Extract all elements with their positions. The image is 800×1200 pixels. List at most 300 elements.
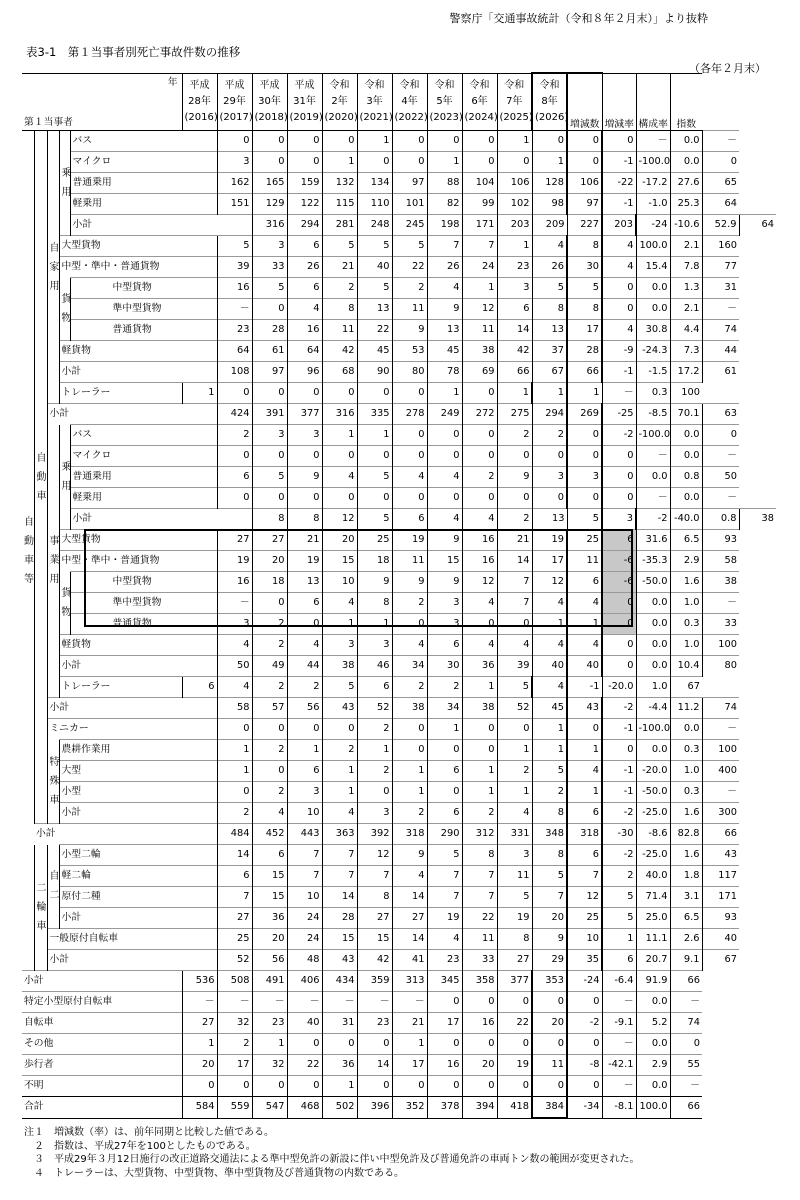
year-header-line: 3年	[366, 95, 383, 107]
row-label	[59, 677, 182, 698]
cell-value: 5	[252, 467, 287, 488]
cell-value: 27	[497, 950, 532, 971]
cell-value: 11	[532, 1055, 567, 1076]
row-label-text: その他	[24, 1038, 54, 1050]
cell-value: 0	[497, 1034, 532, 1055]
row-label-text: 小型	[61, 786, 82, 798]
cell-value: 52	[357, 698, 392, 719]
table-row	[22, 635, 776, 656]
cell-value: 25	[217, 929, 252, 950]
cell-value: 2	[392, 803, 427, 824]
cell-value: 0	[392, 719, 427, 740]
cell-value: 40	[532, 656, 567, 677]
row-label	[34, 824, 217, 845]
cell-value: 198	[427, 215, 462, 236]
row-label-text: トレーラー	[61, 681, 111, 693]
year-header	[357, 73, 392, 131]
cell-value: 50	[702, 467, 739, 488]
cell-value: 17	[567, 320, 602, 341]
table-row	[22, 845, 776, 866]
cell-value: 2.1	[670, 299, 702, 320]
row-label-text: 歩行者	[24, 1059, 54, 1071]
row-label-text: 特定小型原付自転車	[24, 996, 113, 1008]
cell-value: 46	[357, 656, 392, 677]
cell-value: 1	[567, 740, 602, 761]
year-header-line: 2年	[331, 95, 348, 107]
cell-value: 1	[322, 152, 357, 173]
cell-value: 1.3	[670, 278, 702, 299]
cell-value: 0	[462, 131, 497, 152]
cell-value: 45	[427, 341, 462, 362]
cell-value: 44	[287, 656, 322, 677]
cell-value: 26	[427, 257, 462, 278]
cell-value: 452	[252, 824, 287, 845]
cell-value: 40.0	[636, 866, 670, 887]
cell-value: 313	[392, 971, 427, 992]
cell-value: 45	[357, 341, 392, 362]
cell-value: 0.8	[702, 509, 739, 530]
cell-value: 2	[217, 1034, 252, 1055]
cell-value: 74	[702, 698, 739, 719]
cell-value: 12	[322, 509, 357, 530]
cell-value: 2.1	[670, 236, 702, 257]
cell-value: 0	[427, 782, 462, 803]
cell-value: 0	[602, 299, 636, 320]
cell-value: -2	[602, 803, 636, 824]
cell-value: 5	[532, 278, 567, 299]
cell-value: -9	[602, 341, 636, 362]
cell-value: 9	[357, 572, 392, 593]
year-header-line: (2018)	[254, 111, 288, 123]
cell-value: 0.3	[670, 614, 702, 635]
row-label-text: 農耕作業用	[61, 744, 111, 756]
cell-value: 0	[462, 992, 497, 1013]
cell-value: 434	[322, 971, 357, 992]
cell-value: 40	[287, 1013, 322, 1034]
year-header-line: 平成	[259, 79, 280, 91]
corner-bottom: 第１当事者	[24, 117, 73, 129]
cell-value: -1.5	[636, 362, 670, 383]
cell-value: 8	[567, 236, 602, 257]
cell-value: 15	[322, 551, 357, 572]
row-label-text: 軽貨物	[61, 639, 91, 651]
cell-value: 2	[217, 803, 252, 824]
source-note: 警察庁「交通事故統計（令和８年２月末）」より抜粋	[449, 12, 708, 25]
cell-value: 4	[427, 278, 462, 299]
cell-value: 3	[217, 152, 252, 173]
table-row	[22, 677, 776, 698]
table-row	[22, 341, 776, 362]
cell-value: 359	[357, 971, 392, 992]
cell-value: 52	[497, 698, 532, 719]
cell-value: -20.0	[602, 677, 636, 698]
cell-value: -22	[602, 173, 636, 194]
cell-value: 38	[739, 509, 776, 530]
cell-value: 468	[287, 1097, 322, 1119]
cell-value: 1	[567, 383, 602, 404]
cell-value: 0	[427, 992, 462, 1013]
cell-value: 100	[670, 383, 702, 404]
cell-value: 0	[357, 383, 392, 404]
cell-value: －	[182, 992, 217, 1013]
cell-value: 27	[357, 908, 392, 929]
cell-value: 0.0	[670, 425, 702, 446]
cell-value: 443	[287, 824, 322, 845]
cell-value: 0	[287, 1034, 322, 1055]
cell-value: 508	[217, 971, 252, 992]
cell-value: 12	[567, 887, 602, 908]
cell-value: 66	[567, 362, 602, 383]
cell-value: 1	[462, 677, 497, 698]
cell-value: 6	[567, 803, 602, 824]
year-header	[497, 73, 532, 131]
row-label-text: 普通乗用	[72, 177, 112, 189]
cell-value: 0	[497, 719, 532, 740]
extra-header: 構成率	[636, 73, 670, 131]
year-header-line: 令和	[434, 79, 455, 91]
row-label-text: 小計	[24, 975, 44, 987]
cell-value: －	[702, 488, 739, 509]
table-row	[22, 656, 776, 677]
cell-value: 300	[702, 803, 739, 824]
cell-value: -2	[636, 509, 670, 530]
row-label	[47, 404, 217, 425]
year-header-line: 平成	[224, 79, 245, 91]
cell-value: 1	[497, 383, 532, 404]
cell-value: 15.4	[636, 257, 670, 278]
row-label	[70, 131, 217, 152]
cell-value: 0	[252, 152, 287, 173]
cell-value: 35	[567, 950, 602, 971]
year-header-line: 令和	[364, 79, 385, 91]
row-label	[59, 803, 217, 824]
cell-value: 11	[392, 551, 427, 572]
cell-value: 0	[217, 719, 252, 740]
cell-value: -2	[567, 1013, 602, 1034]
row-label	[59, 341, 217, 362]
cell-value: 3	[532, 467, 567, 488]
cell-value: 0	[497, 446, 532, 467]
cell-value: 0	[670, 1034, 702, 1055]
year-header-line: (2021)	[359, 111, 393, 123]
table-row	[22, 824, 776, 845]
cell-value: 30	[567, 257, 602, 278]
row-label-text: 準中型貨物	[112, 303, 162, 315]
cell-value: 1	[532, 152, 567, 173]
cell-value: 1	[567, 782, 602, 803]
cell-value: 0	[602, 740, 636, 761]
cell-value: 19	[497, 908, 532, 929]
cell-value: 82.8	[670, 824, 702, 845]
cell-value: －	[702, 782, 739, 803]
cell-value: 6	[287, 236, 322, 257]
cell-value: 11.1	[636, 929, 670, 950]
cell-value: 34	[427, 698, 462, 719]
cell-value: 0	[567, 992, 602, 1013]
cell-value: 14	[392, 887, 427, 908]
row-label	[59, 782, 217, 803]
row-label-text: 準中型貨物	[112, 597, 162, 609]
cell-value: 0	[252, 488, 287, 509]
row-label	[47, 950, 217, 971]
cell-value: 0.0	[636, 278, 670, 299]
cell-value: 1	[217, 761, 252, 782]
cell-value: 33	[252, 257, 287, 278]
cell-value: 1	[357, 131, 392, 152]
cell-value: 0	[392, 740, 427, 761]
cell-value: 2	[252, 614, 287, 635]
cell-value: -8.1	[602, 1097, 636, 1119]
table-row	[22, 929, 776, 950]
cell-value: 1.6	[670, 572, 702, 593]
cell-value: 43	[702, 845, 739, 866]
cell-value: 0	[357, 782, 392, 803]
cell-value: 0	[602, 593, 636, 614]
table-row	[22, 131, 776, 152]
cell-value: 80	[392, 362, 427, 383]
table-row	[22, 509, 776, 530]
cell-value: 33	[462, 950, 497, 971]
cell-value: 18	[252, 572, 287, 593]
cell-value: 108	[217, 362, 252, 383]
row-label-text: 中型・準中・普通貨物	[61, 555, 160, 567]
cell-value: 4	[532, 677, 567, 698]
cell-value: 32	[217, 1013, 252, 1034]
cell-value: 10	[287, 887, 322, 908]
cell-value: 0	[427, 446, 462, 467]
cell-value: 20	[462, 1055, 497, 1076]
cell-value: 42	[357, 950, 392, 971]
cell-value: 63	[702, 404, 739, 425]
cell-value: 2	[357, 761, 392, 782]
row-label-text: 小型二輪	[61, 849, 101, 861]
cell-value: 6	[287, 593, 322, 614]
cell-value: 0.0	[636, 1034, 670, 1055]
table-row	[22, 698, 776, 719]
cell-value: －	[602, 992, 636, 1013]
cell-value: 4	[462, 593, 497, 614]
table-row	[22, 257, 776, 278]
year-header-line: 8年	[541, 96, 558, 107]
cell-value: 33	[702, 614, 739, 635]
cell-value: 15	[252, 866, 287, 887]
year-header-line: (2026)	[535, 112, 569, 123]
cell-value: 3	[427, 614, 462, 635]
cell-value: 6	[217, 467, 252, 488]
cell-value: 7	[497, 593, 532, 614]
cell-value: 4	[322, 467, 357, 488]
cell-value: 4	[567, 761, 602, 782]
cell-value: 14	[497, 320, 532, 341]
table-row	[22, 593, 776, 614]
cell-value: 56	[287, 698, 322, 719]
cell-value: 8	[497, 929, 532, 950]
row-label-text: トレーラー	[61, 387, 111, 399]
cell-value: 0	[252, 383, 287, 404]
cell-value: 5	[532, 761, 567, 782]
cell-value: 331	[497, 824, 532, 845]
cell-value: 36	[322, 1055, 357, 1076]
cell-value: 19	[427, 908, 462, 929]
cell-value: 0	[392, 152, 427, 173]
cell-value: 11	[322, 320, 357, 341]
cell-value: 14	[357, 1055, 392, 1076]
cell-value: 0	[357, 446, 392, 467]
cell-value: 0	[357, 488, 392, 509]
cell-value: 64	[739, 215, 776, 236]
table-row	[22, 551, 776, 572]
cell-value: 14	[392, 929, 427, 950]
year-header-line: 令和	[504, 79, 525, 91]
cell-value: 37	[532, 341, 567, 362]
cell-value: 0	[392, 131, 427, 152]
cell-value: 7	[427, 236, 462, 257]
table-row	[22, 530, 776, 551]
cell-value: 42	[322, 341, 357, 362]
cell-value: 7.8	[670, 257, 702, 278]
cell-value: 1	[322, 761, 357, 782]
table-row	[22, 467, 776, 488]
cell-value: -25	[602, 404, 636, 425]
cell-value: 56	[252, 950, 287, 971]
cell-value: 0.0	[636, 614, 670, 635]
cell-value: 4	[427, 509, 462, 530]
cell-value: 0	[427, 1076, 462, 1097]
row-label-text: ミニカー	[49, 723, 89, 735]
year-header-line: (2017)	[219, 111, 253, 123]
cell-value: -24	[636, 215, 670, 236]
cell-value: 502	[322, 1097, 357, 1119]
cell-value: 0	[252, 131, 287, 152]
cell-value: 171	[462, 215, 497, 236]
cell-value: 1	[532, 614, 567, 635]
row-label	[70, 320, 217, 341]
cell-value: 1	[217, 740, 252, 761]
cell-value: 4	[217, 677, 252, 698]
cell-value: 11.2	[670, 698, 702, 719]
cell-value: 36	[252, 908, 287, 929]
cell-value: 99	[462, 194, 497, 215]
cell-value: 0	[217, 1076, 252, 1097]
row-label-text: 普通貨物	[112, 324, 152, 336]
cell-value: 171	[702, 887, 739, 908]
cell-value: 2	[287, 677, 322, 698]
cell-value: 294	[287, 215, 322, 236]
row-label	[70, 572, 217, 593]
cell-value: 2.9	[670, 551, 702, 572]
cell-value: 88	[427, 173, 462, 194]
cell-value: 281	[322, 215, 357, 236]
cell-value: 2	[427, 677, 462, 698]
cell-value: 2.6	[670, 929, 702, 950]
row-label	[59, 530, 217, 551]
cell-value: 22	[357, 320, 392, 341]
cell-value: 0.0	[670, 152, 702, 173]
year-header-line: (2022)	[394, 111, 428, 123]
cell-value: 424	[217, 404, 252, 425]
cell-value: 38	[702, 572, 739, 593]
cell-value: -2	[602, 698, 636, 719]
cell-value: 0.0	[670, 446, 702, 467]
cell-value: 110	[357, 194, 392, 215]
cell-value: 1	[392, 761, 427, 782]
cell-value: 0	[567, 719, 602, 740]
cell-value: 122	[287, 194, 322, 215]
cell-value: 23	[427, 950, 462, 971]
row-label	[22, 1097, 182, 1119]
cell-value: 19	[497, 1055, 532, 1076]
cell-value: 16	[462, 551, 497, 572]
cell-value: －	[217, 992, 252, 1013]
cell-value: 8	[322, 299, 357, 320]
table-row	[22, 572, 776, 593]
cell-value: 584	[182, 1097, 217, 1119]
corner-top: 年	[167, 76, 178, 88]
cell-value: 41	[392, 950, 427, 971]
cell-value: -40.0	[670, 509, 702, 530]
cell-value: 1	[427, 719, 462, 740]
row-label	[59, 761, 217, 782]
cell-value: 3	[252, 236, 287, 257]
cell-value: 8	[567, 299, 602, 320]
extra-header: 増減数	[567, 73, 602, 131]
cell-value: 19	[392, 530, 427, 551]
cell-value: 0.0	[636, 593, 670, 614]
cell-value: 67	[532, 362, 567, 383]
cell-value: 80	[702, 656, 739, 677]
cell-value: 10	[322, 572, 357, 593]
table-row	[22, 383, 776, 404]
cell-value: －	[322, 992, 357, 1013]
cell-value: 6	[427, 635, 462, 656]
extra-header: 指数	[670, 73, 702, 131]
cell-value: -8	[567, 1055, 602, 1076]
year-header-line: 28年	[188, 95, 211, 107]
table-row	[22, 152, 776, 173]
cell-value: 4	[217, 635, 252, 656]
cell-value: 15	[357, 929, 392, 950]
cell-value: 40	[357, 257, 392, 278]
cell-value: 71.4	[636, 887, 670, 908]
cell-value: 400	[702, 761, 739, 782]
cell-value: 1	[427, 383, 462, 404]
cell-value: 5	[357, 467, 392, 488]
cell-value: 6	[357, 677, 392, 698]
year-header-line: 31年	[293, 95, 316, 107]
row-label	[47, 929, 217, 950]
year-header	[322, 73, 357, 131]
cell-value: 61	[702, 362, 739, 383]
cell-value: -17.2	[636, 173, 670, 194]
cell-value: 4	[462, 635, 497, 656]
cell-value: 93	[702, 530, 739, 551]
cell-value: 66	[702, 824, 739, 845]
cell-value: 16	[427, 1055, 462, 1076]
cell-value: 0	[497, 488, 532, 509]
cell-value: 3	[357, 803, 392, 824]
cell-value: 22	[392, 257, 427, 278]
cell-value: 353	[532, 971, 567, 992]
row-label-text: 小計	[49, 408, 70, 420]
cell-value: 21	[392, 1013, 427, 1034]
row-label	[70, 152, 217, 173]
cell-value: -6.4	[602, 971, 636, 992]
cell-value: 55	[670, 1055, 702, 1076]
cell-value: 6	[217, 866, 252, 887]
cell-value: 117	[702, 866, 739, 887]
cell-value: -8.6	[636, 824, 670, 845]
year-header-line: 令和	[469, 79, 490, 91]
